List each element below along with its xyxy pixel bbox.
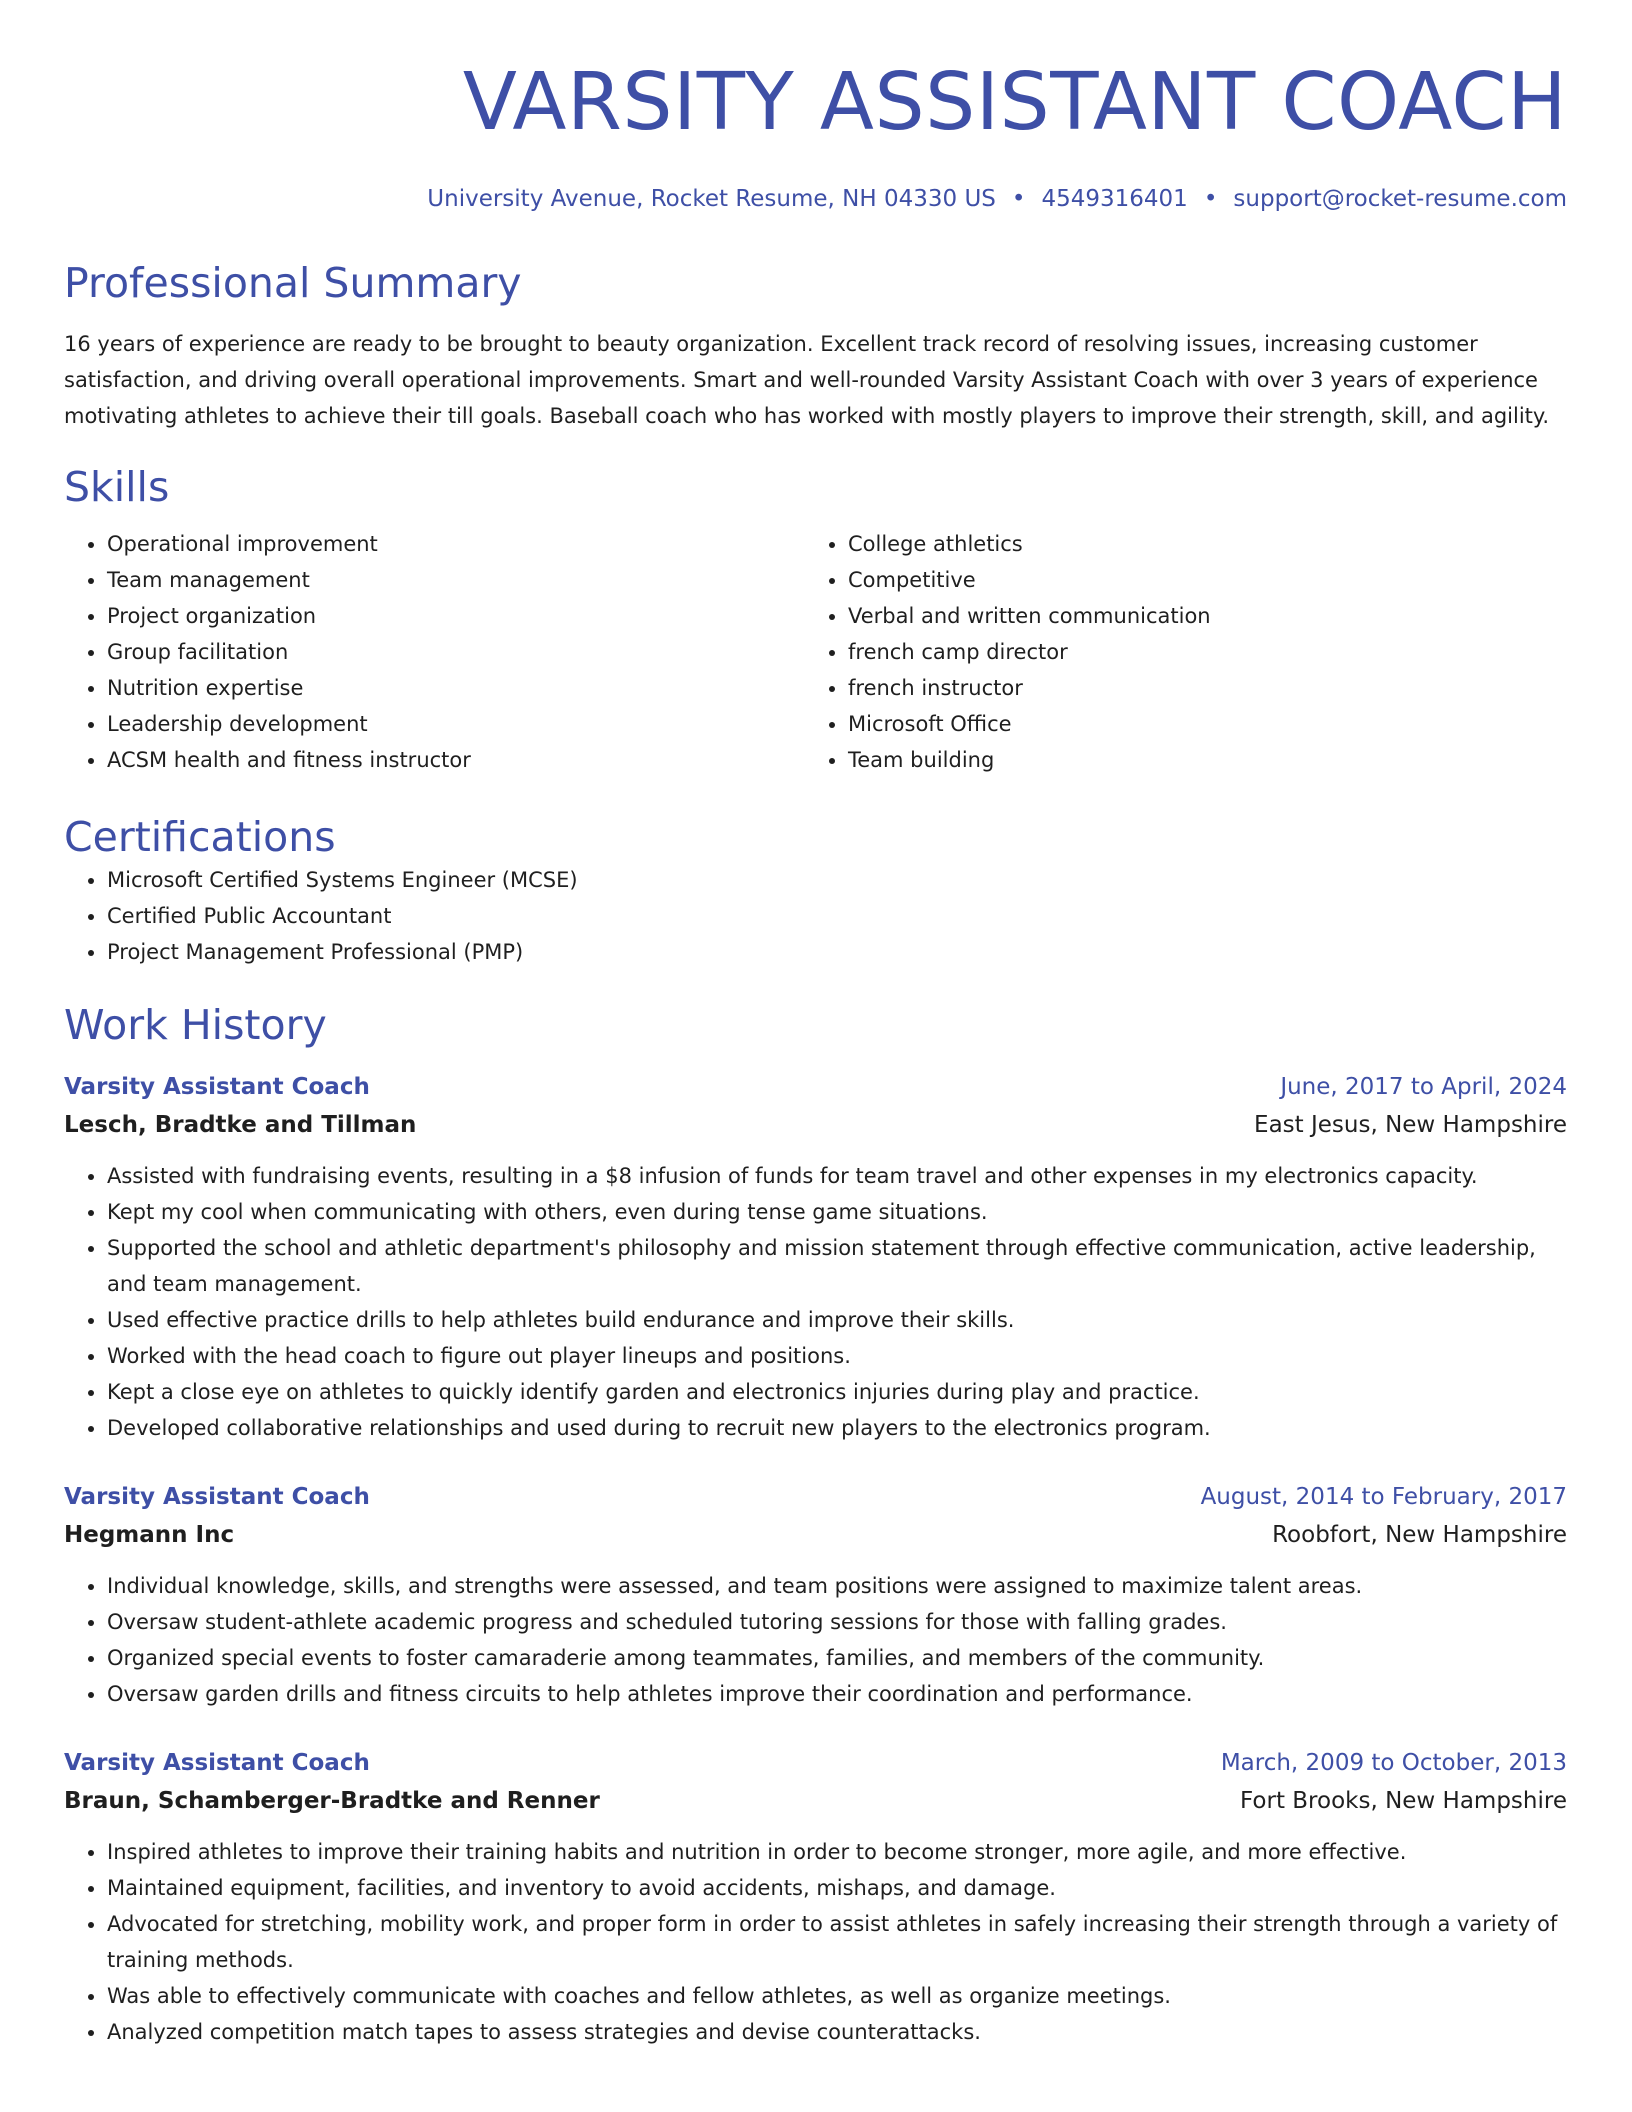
skill-item: • french camp director	[848, 634, 1546, 670]
job-bullet: • Kept my cool when communicating with others, even during tense game situations.	[107, 1194, 1567, 1230]
job-location: Roobfort, New Hampshire	[1272, 1522, 1567, 1548]
job-company-row	[64, 1516, 1567, 1554]
resume-header	[64, 0, 1567, 214]
skills-heading: Skills	[64, 463, 170, 511]
job-company-row	[64, 1782, 1567, 1820]
job-dates: March, 2009 to October, 2013	[1220, 1750, 1567, 1776]
job-company: Hegmann Inc	[64, 1522, 235, 1548]
skills-list-left	[64, 526, 805, 778]
job-bullet: • Oversaw garden drills and fitness circuits to help athletes improve their coordination and performance.	[107, 1676, 1567, 1712]
skill-item: • Project organization	[107, 598, 805, 634]
skill-item: • Team management	[107, 562, 805, 598]
skills-section	[64, 462, 1567, 778]
job-entry	[64, 1744, 1567, 2050]
job-role: Varsity Assistant Coach	[64, 1074, 370, 1100]
job-title-row	[64, 1068, 1567, 1106]
job-bullet: • Organized special events to foster camaraderie among teammates, families, and members of the community.	[107, 1640, 1567, 1676]
certification-item: • Microsoft Certified Systems Engineer (MCSE)	[107, 862, 1567, 898]
job-dates: June, 2017 to April, 2024	[1280, 1074, 1567, 1100]
job-company: Braun, Schamberger-Bradtke and Renner	[64, 1788, 600, 1814]
summary-heading: Professional Summary	[64, 259, 522, 307]
job-bullet: • Was able to effectively communicate with coaches and fellow athletes, as well as organize meetings.	[107, 1978, 1567, 2014]
contact-address: University Avenue, Rocket Resume, NH 04330 US	[427, 186, 996, 212]
summary-text: 16 years of experience are ready to be brought to beauty organization. Excellent track record of resolving issues, increasing customer satisfaction, and driving overall operational improvements. Smart and well-rounded Varsity Assistant Coach with over 3 years of experience motivating athletes to achieve their till goals. Baseball coach who has worked with mostly players to improve their strength, skill, and agility.	[64, 332, 1550, 428]
work-history-section	[64, 1000, 1567, 2050]
job-bullet: • Assisted with fundraising events, resulting in a $8 infusion of funds for team travel and other expenses in my electronics capacity.	[107, 1158, 1567, 1194]
job-entry	[64, 1478, 1567, 1712]
skill-item: • Group facilitation	[107, 634, 805, 670]
job-location: Fort Brooks, New Hampshire	[1240, 1788, 1567, 1814]
job-bullet: • Analyzed competition match tapes to assess strategies and devise counterattacks.	[107, 2014, 1567, 2050]
skills-list-right	[805, 526, 1546, 778]
job-bullet: • Developed collaborative relationships and used during to recruit new players to the electronics program.	[107, 1410, 1567, 1446]
skill-item: • Verbal and written communication	[848, 598, 1546, 634]
job-bullet: • Maintained equipment, facilities, and inventory to avoid accidents, mishaps, and damage.	[107, 1870, 1567, 1906]
job-title-row	[64, 1744, 1567, 1782]
summary-section	[64, 258, 1567, 434]
job-bullet: • Used effective practice drills to help athletes build endurance and improve their skills.	[107, 1302, 1567, 1338]
skills-grid	[64, 526, 1567, 778]
skill-item: • Nutrition expertise	[107, 670, 805, 706]
contact-line	[64, 184, 1567, 214]
job-company: Lesch, Bradtke and Tillman	[64, 1112, 417, 1138]
job-dates: August, 2014 to February, 2017	[1200, 1484, 1567, 1510]
job-title-row	[64, 1478, 1567, 1516]
job-bullet: • Inspired athletes to improve their training habits and nutrition in order to become stronger, more agile, and more effective.	[107, 1834, 1567, 1870]
skill-item: • Competitive	[848, 562, 1546, 598]
job-role: Varsity Assistant Coach	[64, 1484, 370, 1510]
certification-item: • Project Management Professional (PMP)	[107, 934, 1567, 970]
certifications-heading: Certifications	[64, 813, 336, 861]
candidate-name: VARSITY ASSISTANT COACH	[462, 56, 1567, 148]
certification-item: • Certified Public Accountant	[107, 898, 1567, 934]
job-bullets	[64, 1568, 1567, 1712]
job-bullet: • Kept a close eye on athletes to quickly identify garden and electronics injuries during play and practice.	[107, 1374, 1567, 1410]
job-bullets	[64, 1158, 1567, 1446]
job-bullet: • Individual knowledge, skills, and strengths were assessed, and team positions were assigned to maximize talent areas.	[107, 1568, 1567, 1604]
job-location: East Jesus, New Hampshire	[1254, 1112, 1567, 1138]
job-bullet: • Worked with the head coach to figure out player lineups and positions.	[107, 1338, 1567, 1374]
skill-item: • french instructor	[848, 670, 1546, 706]
skill-item: • Operational improvement	[107, 526, 805, 562]
skill-item: • College athletics	[848, 526, 1546, 562]
work-history-heading: Work History	[64, 1001, 327, 1049]
job-bullet: • Oversaw student-athlete academic progress and scheduled tutoring sessions for those with falling grades.	[107, 1604, 1567, 1640]
job-bullet: • Advocated for stretching, mobility work, and proper form in order to assist athletes in safely increasing their strength through a variety of training methods.	[107, 1906, 1567, 1978]
job-entry	[64, 1068, 1567, 1446]
contact-separator: •	[1203, 186, 1218, 212]
contact-phone: 4549316401	[1041, 186, 1188, 212]
skill-item: • Microsoft Office	[848, 706, 1546, 742]
contact-separator: •	[1011, 186, 1026, 212]
job-company-row	[64, 1106, 1567, 1144]
job-bullets	[64, 1834, 1567, 2050]
job-bullet: • Supported the school and athletic department's philosophy and mission statement through effective communication, active leadership, and team management.	[107, 1230, 1567, 1302]
job-role: Varsity Assistant Coach	[64, 1750, 370, 1776]
certifications-section	[64, 812, 1567, 970]
skill-item: • Leadership development	[107, 706, 805, 742]
certifications-list	[64, 862, 1567, 970]
skill-item: • Team building	[848, 742, 1546, 778]
resume-page	[64, 0, 1567, 2112]
skill-item: • ACSM health and fitness instructor	[107, 742, 805, 778]
contact-email[interactable]: support@rocket-resume.com	[1233, 186, 1567, 212]
